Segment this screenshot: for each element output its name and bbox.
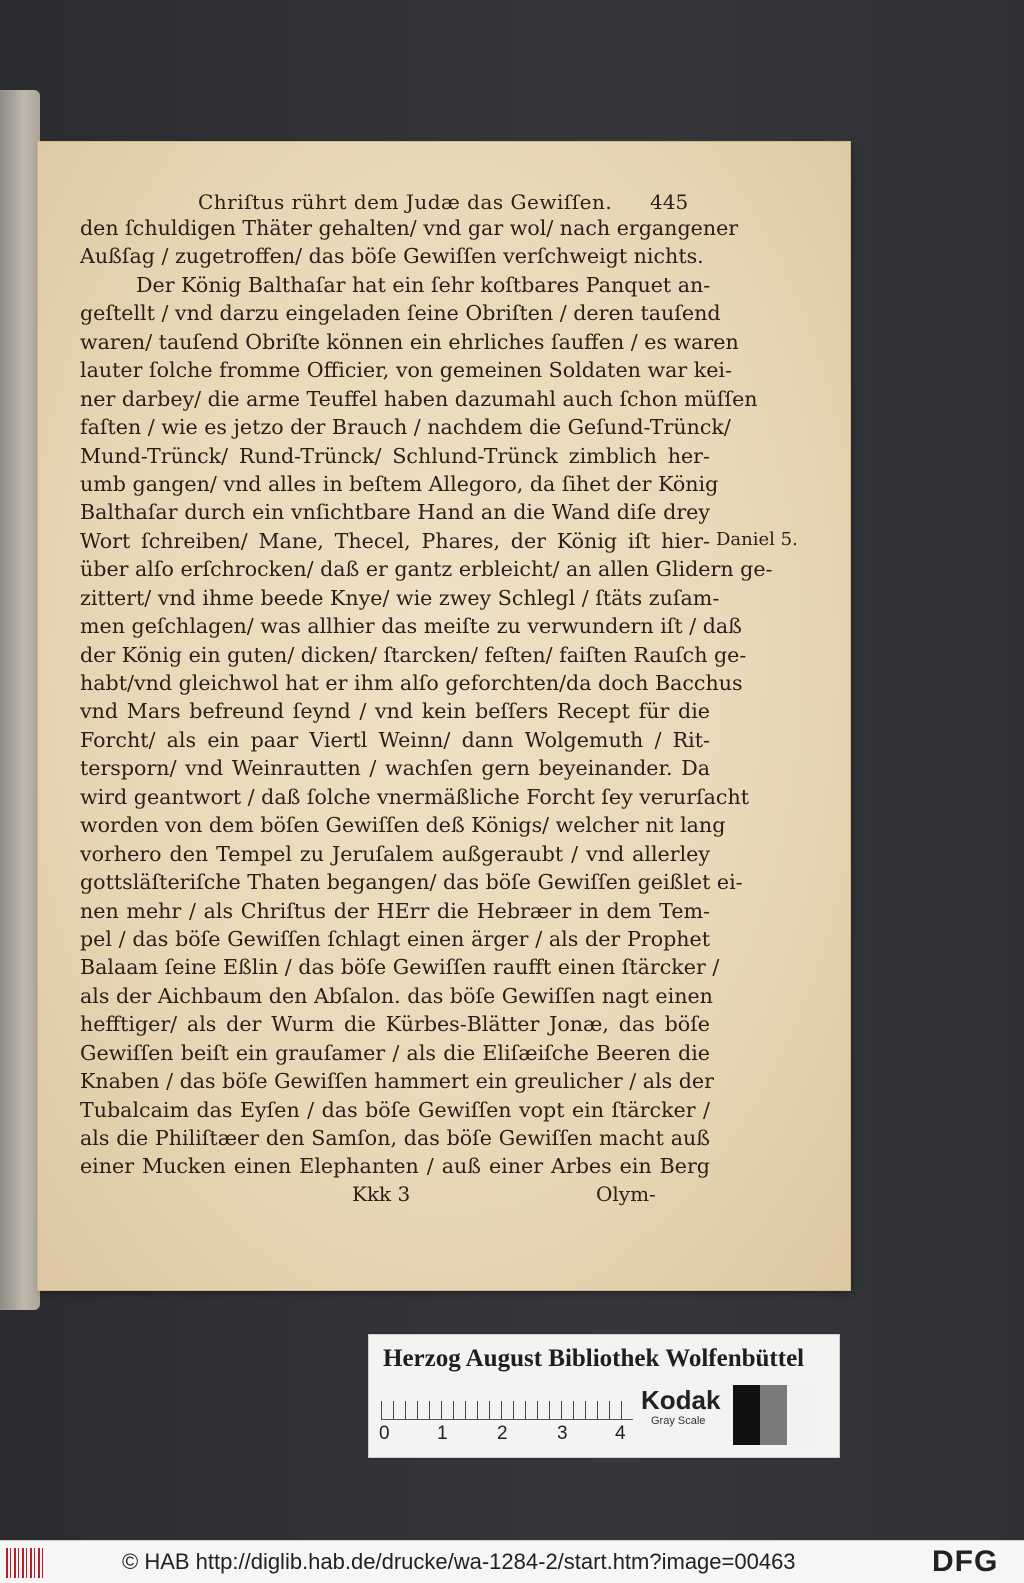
signature-mark: Kkk 3 [352, 1182, 411, 1206]
kodak-logo: Kodak [641, 1385, 721, 1415]
text-line: Tubalcaim das Eyſen / das böſe Gewiſſen vopt ein ſtärcker / [80, 1097, 710, 1122]
text-line: über alſo erſchrocken/ daß er gantz erbleicht/ an allen Glidern ge- [80, 557, 773, 582]
text-line: men geſchlagen/ was allhier das meiſte zu verwundern iſt / daß [80, 614, 742, 639]
text-line: hefftiger/ als der Wurm die Kürbes-Blätter Jonæ, das böſe [80, 1012, 710, 1037]
text-line: Außſag / zugetroffen/ das böſe Gewiſſen verſchweigt nichts. [80, 244, 704, 269]
text-line: als der Aichbaum den Abſalon. das böſe Gewiſſen nagt einen [80, 983, 713, 1008]
text-line: einer Mucken einen Elephanten / auß einer Arbes ein Berg [80, 1154, 710, 1179]
gray-swatch-mid [760, 1385, 787, 1445]
ruler-number: 3 [557, 1423, 568, 1444]
text-line: ner darbey/ die arme Teuffel haben dazumahl auch ſchon müſſen [80, 386, 758, 411]
text-line: pel / das böſe Gewiſſen ſchlagt einen ärger / als der Prophet [80, 926, 710, 951]
text-line: vnd Mars befreund ſeynd / vnd kein beſſers Recept für die [80, 699, 710, 724]
text-line: Forcht/ als ein paar Viertl Weinn/ dann Wolgemuth / Rit- [80, 727, 710, 752]
text-line: habt/vnd gleichwol hat er ihm alſo geforchten/da doch Bacchus [80, 671, 743, 695]
copyright-url[interactable]: © HAB http://diglib.hab.de/drucke/wa-1284-2/start.htm?image=00463 [122, 1549, 796, 1574]
ruler-number: 4 [615, 1423, 626, 1444]
text-line: nen mehr / als Chriſtus der HErr die Hebræer in dem Tem- [80, 898, 710, 923]
text-line: Balaam ſeine Eßlin / das böſe Gewiſſen raufft einen ſtärcker / [80, 955, 720, 980]
page-footer [80, 1180, 710, 1210]
catchword: Olym- [596, 1182, 656, 1206]
text-line: lauter ſolche fromme Officier, von gemeinen Soldaten war kei- [80, 358, 732, 383]
footer-bar [0, 1540, 1024, 1583]
text-line: als die Philiſtæer den Samſon, das böſe Gewiſſen macht auß [80, 1126, 710, 1150]
ruler-scale [381, 1385, 633, 1420]
text-line: faſten / wie es jetzo der Brauch / nachdem die Geſund-Trünck/ [80, 415, 731, 440]
color-calibration-card [368, 1334, 840, 1458]
ruler-number: 0 [379, 1423, 390, 1444]
dfg-logo: DFG [932, 1545, 999, 1578]
text-line: Wort ſchreiben/ Mane, Thecel, Phares, der König iſt hier- [80, 528, 710, 553]
text-line: Gewiſſen beiſt ein grauſamer / als die Eliſæiſche Beeren die [80, 1040, 710, 1065]
text-line: Knaben / das böſe Gewiſſen hammert ein greulicher / als der [80, 1069, 714, 1094]
text-line: vorhero den Tempel zu Jeruſalem außgeraubt / vnd allerley [80, 841, 710, 866]
text-line: zittert/ vnd ihme beede Knye/ wie zwey Schlegl / ſtäts zuſam- [80, 585, 720, 610]
text-line: gottsläſteriſche Thaten begangen/ das böſe Gewiſſen geißlet ei- [80, 870, 743, 895]
gray-swatch-black [733, 1385, 760, 1445]
running-head: Chriſtus rührt dem Judæ das Gewiſſen. [198, 190, 613, 214]
text-line: wird geantwort / daß ſolche vnermäßliche Forcht ſey verurſacht [80, 784, 750, 809]
gray-swatch-white [787, 1385, 814, 1445]
text-line: Mund-Trünck/ Rund-Trünck/ Schlund-Trünck zimblich her- [80, 443, 710, 468]
ruler-number: 2 [497, 1423, 508, 1444]
library-name: Herzog August Bibliothek Wolfenbüttel [383, 1345, 805, 1372]
gray-scale-label: Gray Scale [651, 1415, 706, 1427]
previous-page-edge [0, 90, 40, 1310]
hab-barcode-icon [6, 1548, 46, 1578]
text-line: worden von dem böſen Gewiſſen deß Königs/ welcher nit lang [80, 813, 726, 838]
ruler-number: 1 [437, 1423, 448, 1444]
page-number: 445 [650, 190, 689, 214]
text-line: den ſchuldigen Thäter gehalten/ vnd gar wol/ nach ergangener [80, 216, 739, 240]
text-line: umb gangen/ vnd alles in beſtem Allegoro, da ſihet der König [80, 471, 719, 496]
marginal-note: Daniel 5. [716, 529, 798, 550]
text-line: tersporn/ vnd Weinrautten / wachſen gern beyeinander. Da [80, 756, 710, 781]
text-line: der König ein guten/ dicken/ ſtarcken/ feſten/ faiſten Rauſch ge- [80, 642, 747, 667]
text-line: Der König Balthaſar hat ein ſehr koſtbares Panquet an- [136, 272, 711, 297]
text-line: waren/ tauſend Obriſte können ein ehrliches ſauffen / es waren [80, 329, 739, 354]
text-line: Balthaſar durch ein vnſichtbare Hand an die Wand diſe drey [80, 500, 710, 525]
text-line: geſtellt / vnd darzu eingeladen ſeine Obriſten / deren tauſend [80, 301, 721, 326]
